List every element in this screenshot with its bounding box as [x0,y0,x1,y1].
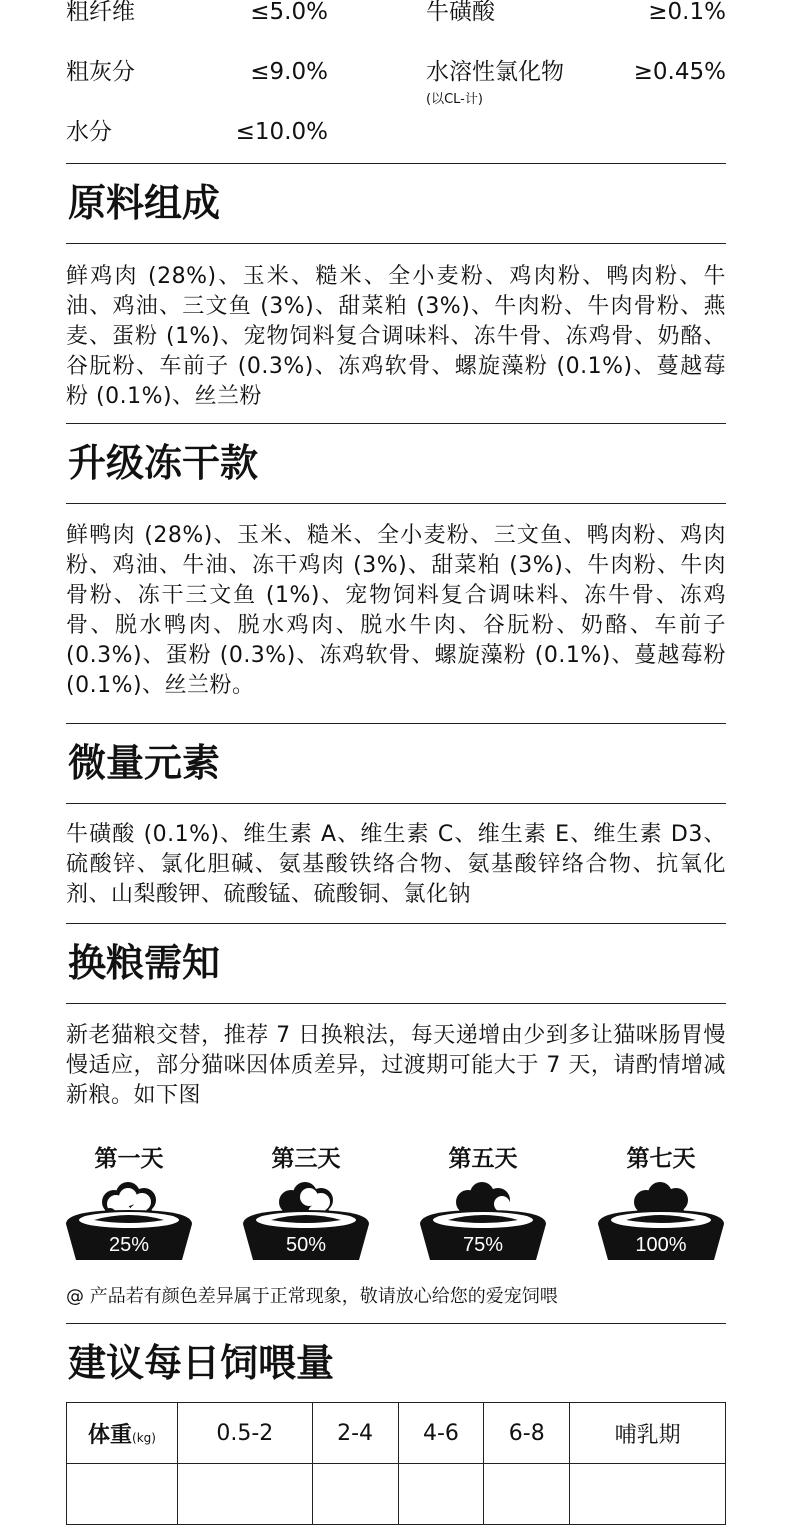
ingredients-heading: 原料组成 [68,181,221,225]
nutrient-name: 水溶性氯化物 [426,59,564,85]
switch-text: 新老猫粮交替，推荐 7 日换粮法，每天递增由少到多让猫咪肠胃慢慢适应，部分猫咪因体质差异，过渡期可能大于 7 天，请酌情增减新粮。如下图 [66,1023,726,1108]
weight-unit: (kg) [132,1430,156,1445]
new-food-percent: 100% [635,1234,687,1256]
table-cell [484,1464,570,1525]
table-cell [178,1464,313,1525]
day-label: 第一天 [94,1146,164,1172]
table-header-cell: 6-8 [484,1403,570,1464]
table-cell [312,1464,398,1525]
divider [66,423,726,424]
nutrient-value: ≤10.0% [235,119,328,145]
table-row [67,1464,726,1525]
table-header-cell: 2-4 [312,1403,398,1464]
nutrient-value: ≤5.0% [250,0,328,25]
divider [66,723,726,724]
table-cell [67,1464,178,1525]
trace-heading: 微量元素 [68,741,221,785]
divider [66,243,726,244]
nutrient-name: 牛磺酸 [426,0,495,25]
nutrient-name: 水分 [66,119,112,145]
table-header-row [67,1403,726,1464]
day-label: 第五天 [448,1146,518,1172]
divider [66,1323,726,1324]
new-food-percent: 50% [285,1234,327,1256]
nutrient-value: ≥0.45% [633,59,726,85]
new-food-percent: 75% [462,1234,504,1256]
ingredients-text: 鲜鸡肉 (28%)、玉米、糙米、全小麦粉、鸡肉粉、鸭肉粉、牛油、鸡油、三文鱼 (3%)、甜菜粕 (3%)、牛肉粉、牛肉骨粉、燕麦、蛋粉 (1%)、宠物饲料复合调味料、冻牛骨、冻鸡骨、奶酪、谷朊粉、车前子 (0.3%)、冻鸡软骨、螺旋藻粉 (0.1%)、蔓越莓粉 (0.1%)、丝兰粉 [66,264,726,409]
nutrient-name: 粗纤维 [66,0,135,25]
feeding-heading: 建议每日饲喂量 [68,1341,335,1385]
table-header-cell: 4-6 [398,1403,484,1464]
feeding-table [66,1402,726,1525]
divider [66,923,726,924]
new-food-percent: 25% [108,1234,150,1256]
table-header-cell: 0.5-2 [178,1403,313,1464]
divider [66,1003,726,1004]
switch-heading: 换粮需知 [68,941,221,985]
trace-text: 牛磺酸 (0.1%)、维生素 A、维生素 C、维生素 E、维生素 D3、硫酸锌、氯化胆碱、氨基酸铁络合物、氨基酸锌络合物、抗氧化剂、山梨酸钾、硫酸锰、硫酸铜、氯化钠 [66,822,726,907]
day-label: 第七天 [626,1146,696,1172]
day-label: 第三天 [271,1146,341,1172]
divider [66,503,726,504]
table-header-cell [67,1403,178,1464]
divider [66,803,726,804]
nutrient-name: 粗灰分 [66,59,135,85]
divider [66,163,726,164]
table-cell [570,1464,726,1525]
freeze-dried-heading: 升级冻干款 [68,441,259,485]
table-header-cell: 哺乳期 [570,1403,726,1464]
weight-label: 体重 [88,1422,133,1448]
nutrient-note: (以CL-计) [426,92,483,107]
table-cell [398,1464,484,1525]
nutrient-value: ≥0.1% [648,0,726,25]
color-disclaimer: @ 产品若有颜色差异属于正常现象，敬请放心给您的爱宠饲喂 [66,1286,558,1307]
nutrient-value: ≤9.0% [250,59,328,85]
freeze-dried-text: 鲜鸭肉 (28%)、玉米、糙米、全小麦粉、三文鱼、鸭肉粉、鸡肉粉、鸡油、牛油、冻干鸡肉 (3%)、甜菜粕 (3%)、牛肉粉、牛肉骨粉、冻干三文鱼 (1%)、宠物饲料复合调味料、冻牛骨、冻鸡骨、脱水鸭肉、脱水鸡肉、脱水牛肉、谷朊粉、奶酪、车前子 (0.3%)、蛋粉 (0.3%)、冻鸡软骨、螺旋藻粉 (0.1%)、蔓越莓粉 (0.1%)、丝兰粉。 [66,523,726,698]
